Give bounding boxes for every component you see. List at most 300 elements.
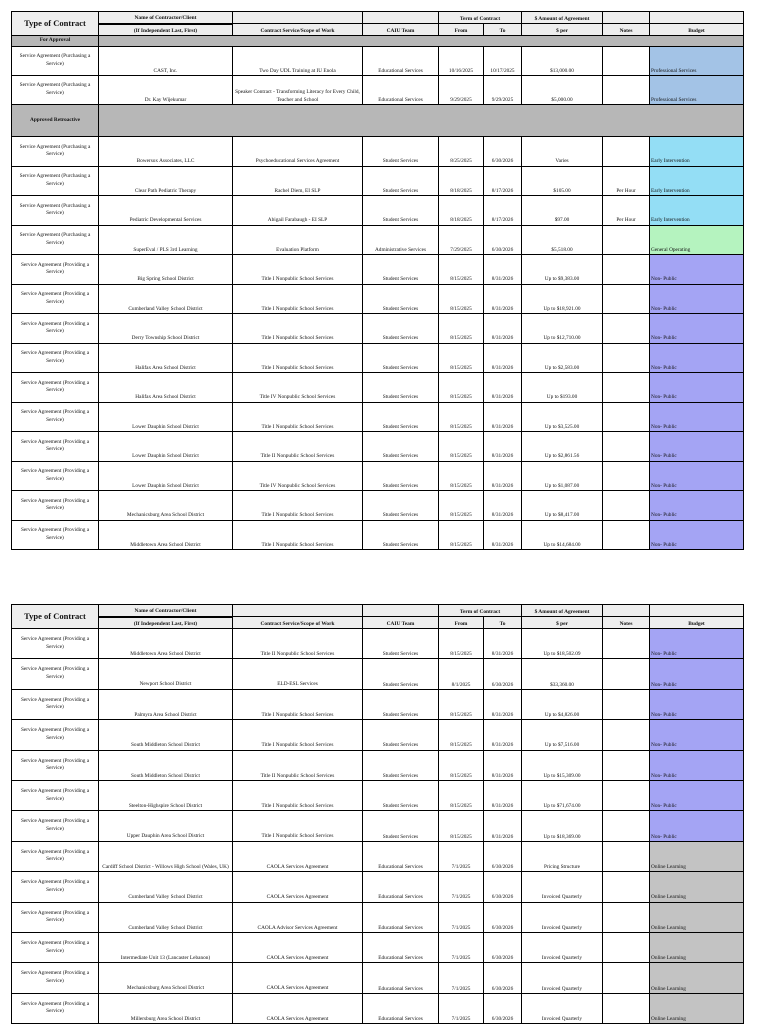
budget: Professional Services	[650, 47, 744, 76]
contract-type: Service Agreement (Providing a Service)	[12, 780, 99, 810]
term-from: 8/15/2025	[439, 491, 484, 521]
notes	[603, 343, 650, 373]
scope-of-work: CAOLA Services Agreement	[233, 963, 363, 993]
notes	[603, 402, 650, 432]
budget: Non- Public	[650, 659, 744, 689]
scope-of-work: Title I Nonpublic School Services	[233, 780, 363, 810]
budget: General Operating	[650, 225, 744, 255]
budget: Non- Public	[650, 750, 744, 780]
caiu-team: Student Services	[363, 284, 439, 314]
amount: Up to $1,087.00	[522, 461, 603, 491]
table-row	[12, 461, 744, 491]
notes	[603, 373, 650, 403]
term-to: 6/30/2026	[484, 932, 522, 962]
contract-type: Service Agreement (Providing a Service)	[12, 284, 99, 314]
term-from: 8/1/2025	[439, 659, 484, 689]
budget: Online Learning	[650, 932, 744, 962]
scope-of-work: CAOLA Advisor Services Agreement	[233, 902, 363, 932]
scope-of-work: Title I Nonpublic School Services	[233, 720, 363, 750]
contractor-name: Lower Dauphin School District	[99, 432, 233, 462]
term-from: 8/15/2025	[439, 343, 484, 373]
budget: Non- Public	[650, 491, 744, 521]
section-for-approval	[12, 36, 744, 47]
term-to: 8/31/2026	[484, 811, 522, 841]
budget: Non- Public	[650, 255, 744, 285]
amount: Invoiced Quarterly	[522, 963, 603, 993]
budget: Non- Public	[650, 689, 744, 719]
table-row	[12, 343, 744, 373]
table-row	[12, 166, 744, 196]
term-to: 8/31/2026	[484, 284, 522, 314]
table-row	[12, 932, 744, 962]
table-row	[12, 841, 744, 871]
col-term-header: Term of Contract	[439, 12, 522, 24]
scope-of-work: Title I Nonpublic School Services	[233, 811, 363, 841]
notes	[603, 932, 650, 962]
budget: Early Intervention	[650, 166, 744, 196]
scope-of-work: Title IV Nonpublic School Services	[233, 373, 363, 403]
caiu-team: Student Services	[363, 314, 439, 344]
amount: Varies	[522, 137, 603, 167]
contractor-name: SuperEval / PLS 3rd Learning	[99, 225, 233, 255]
amount: $33,360.00	[522, 659, 603, 689]
table-row	[12, 780, 744, 810]
term-from: 9/29/2025	[439, 76, 484, 105]
contract-type: Service Agreement (Providing a Service)	[12, 314, 99, 344]
notes	[603, 284, 650, 314]
scope-of-work: CAOLA Services Agreement	[233, 872, 363, 902]
amount: Invoiced Quarterly	[522, 902, 603, 932]
col-amount-header: $ Amount of Agreement	[522, 12, 603, 24]
term-to: 10/17/2025	[484, 47, 522, 76]
notes	[603, 993, 650, 1023]
col-notes-header: Notes	[603, 24, 650, 36]
term-to: 8/31/2026	[484, 314, 522, 344]
caiu-team: Student Services	[363, 629, 439, 659]
col-team-header: CAIU Team	[363, 617, 439, 629]
caiu-team: Student Services	[363, 255, 439, 285]
contractor-name: Palmyra Area School District	[99, 689, 233, 719]
amount: Pricing Structure	[522, 841, 603, 871]
amount: Up to $3,525.00	[522, 402, 603, 432]
term-to: 8/31/2026	[484, 373, 522, 403]
term-to: 8/17/2026	[484, 166, 522, 196]
amount: Up to $9,383.00	[522, 255, 603, 285]
term-from: 7/1/2025	[439, 872, 484, 902]
caiu-team: Student Services	[363, 402, 439, 432]
term-to: 8/31/2026	[484, 689, 522, 719]
caiu-team: Student Services	[363, 689, 439, 719]
term-from: 8/15/2025	[439, 780, 484, 810]
contract-type: Service Agreement (Providing a Service)	[12, 750, 99, 780]
contract-type: Service Agreement (Purchasing a Service)	[12, 196, 99, 226]
contract-type: Service Agreement (Providing a Service)	[12, 872, 99, 902]
budget: Non- Public	[650, 780, 744, 810]
scope-of-work: CAOLA Services Agreement	[233, 993, 363, 1023]
scope-of-work: Title I Nonpublic School Services	[233, 284, 363, 314]
scope-of-work: Title IV Nonpublic School Services	[233, 461, 363, 491]
amount: $5,000.00	[522, 76, 603, 105]
term-from: 7/29/2025	[439, 225, 484, 255]
budget: Non- Public	[650, 373, 744, 403]
header-spacer	[233, 12, 363, 24]
term-to: 6/30/2026	[484, 872, 522, 902]
scope-of-work: Title I Nonpublic School Services	[233, 402, 363, 432]
caiu-team: Educational Services	[363, 841, 439, 871]
notes: Per Hour	[603, 196, 650, 226]
budget: Early Intervention	[650, 137, 744, 167]
header-spacer	[650, 12, 744, 24]
contractor-name: Clear Path Pediatric Therapy	[99, 166, 233, 196]
section-label: For Approval	[12, 36, 99, 47]
contract-type: Service Agreement (Providing a Service)	[12, 343, 99, 373]
contractor-name: CAST, Inc.	[99, 47, 233, 76]
budget: Non- Public	[650, 402, 744, 432]
caiu-team: Student Services	[363, 166, 439, 196]
caiu-team: Student Services	[363, 373, 439, 403]
contract-type: Service Agreement (Purchasing a Service)	[12, 137, 99, 167]
section-fill	[99, 105, 744, 137]
notes	[603, 780, 650, 810]
contracts-table-page-2	[11, 604, 744, 1024]
col-team-header: CAIU Team	[363, 24, 439, 36]
table-row	[12, 137, 744, 167]
budget: Online Learning	[650, 902, 744, 932]
caiu-team: Educational Services	[363, 932, 439, 962]
notes	[603, 841, 650, 871]
scope-of-work: Title I Nonpublic School Services	[233, 689, 363, 719]
term-to: 6/30/2026	[484, 963, 522, 993]
amount: Up to $7,516.00	[522, 720, 603, 750]
contract-type: Service Agreement (Providing a Service)	[12, 993, 99, 1023]
budget: Non- Public	[650, 629, 744, 659]
term-from: 8/18/2025	[439, 166, 484, 196]
term-to: 8/31/2026	[484, 629, 522, 659]
notes	[603, 491, 650, 521]
term-to: 9/29/2025	[484, 76, 522, 105]
contract-type: Service Agreement (Providing a Service)	[12, 689, 99, 719]
term-to: 8/31/2026	[484, 432, 522, 462]
contractor-name: Newport School District	[99, 659, 233, 689]
contractor-name: Dr. Kay Wijekumar	[99, 76, 233, 105]
table-row	[12, 196, 744, 226]
contract-type: Service Agreement (Providing a Service)	[12, 811, 99, 841]
caiu-team: Educational Services	[363, 47, 439, 76]
term-to: 8/31/2026	[484, 491, 522, 521]
table-row	[12, 750, 744, 780]
notes	[603, 872, 650, 902]
budget: Non- Public	[650, 520, 744, 550]
notes	[603, 137, 650, 167]
amount: Up to $2,583.00	[522, 343, 603, 373]
contract-type: Service Agreement (Providing a Service)	[12, 841, 99, 871]
table-row	[12, 902, 744, 932]
budget: Professional Services	[650, 76, 744, 105]
contract-type: Service Agreement (Providing a Service)	[12, 902, 99, 932]
notes	[603, 520, 650, 550]
scope-of-work: ELD-ESL Services	[233, 659, 363, 689]
term-to: 6/30/2026	[484, 659, 522, 689]
col-budget-header: Budget	[650, 617, 744, 629]
scope-of-work: Title I Nonpublic School Services	[233, 491, 363, 521]
col-name-header: Name of Contractor/Client	[99, 12, 233, 24]
contracts-table-page-1	[11, 11, 744, 550]
notes	[603, 629, 650, 659]
amount: Up to $4,826.00	[522, 689, 603, 719]
budget: Online Learning	[650, 993, 744, 1023]
contract-type: Service Agreement (Providing a Service)	[12, 520, 99, 550]
scope-of-work: Two Day UDL Training at IU Enola	[233, 47, 363, 76]
notes	[603, 750, 650, 780]
table-row	[12, 811, 744, 841]
table-row	[12, 284, 744, 314]
contract-type: Service Agreement (Providing a Service)	[12, 720, 99, 750]
term-from: 8/15/2025	[439, 432, 484, 462]
table-row	[12, 314, 744, 344]
scope-of-work: CAOLA Services Agreement	[233, 932, 363, 962]
term-to: 8/17/2026	[484, 196, 522, 226]
contractor-name: Bowersox Associates, LLC	[99, 137, 233, 167]
term-from: 8/25/2025	[439, 137, 484, 167]
amount: Up to $12,710.00	[522, 314, 603, 344]
term-from: 10/16/2025	[439, 47, 484, 76]
contractor-name: Steelton-Highspire School District	[99, 780, 233, 810]
scope-of-work: Title I Nonpublic School Services	[233, 343, 363, 373]
scope-of-work: Speaker Contract - Transforming Literacy for Every Child, Teacher and School	[233, 76, 363, 105]
contractor-name: Pediatric Developmental Services	[99, 196, 233, 226]
section-label: Approved Retroactive	[12, 105, 99, 137]
contractor-name: Millersburg Area School District	[99, 993, 233, 1023]
term-to: 8/31/2026	[484, 255, 522, 285]
term-from: 8/15/2025	[439, 402, 484, 432]
table-row	[12, 872, 744, 902]
caiu-team: Student Services	[363, 461, 439, 491]
contract-type: Service Agreement (Providing a Service)	[12, 659, 99, 689]
section-approved-retroactive	[12, 105, 744, 137]
col-to-header: To	[484, 24, 522, 36]
amount: Up to $15,309.00	[522, 750, 603, 780]
col-name-header: Name of Contractor/Client	[99, 605, 233, 617]
term-to: 8/31/2026	[484, 402, 522, 432]
notes	[603, 432, 650, 462]
contractor-name: Lower Dauphin School District	[99, 402, 233, 432]
contractor-name: Middletown Area School District	[99, 629, 233, 659]
col-to-header: To	[484, 617, 522, 629]
caiu-team: Student Services	[363, 343, 439, 373]
scope-of-work: Abigail Farabaugh - EI SLP	[233, 196, 363, 226]
amount: Up to $18,921.00	[522, 284, 603, 314]
caiu-team: Student Services	[363, 811, 439, 841]
term-from: 8/15/2025	[439, 461, 484, 491]
col-name-sub-header: (If Independent Last, First)	[99, 24, 233, 36]
contractor-name: Cumberland Valley School District	[99, 284, 233, 314]
contract-type: Service Agreement (Providing a Service)	[12, 461, 99, 491]
col-budget-header: Budget	[650, 24, 744, 36]
term-from: 8/15/2025	[439, 255, 484, 285]
contract-type: Service Agreement (Purchasing a Service)	[12, 225, 99, 255]
table-row	[12, 225, 744, 255]
header-spacer	[363, 605, 439, 617]
term-from: 7/1/2025	[439, 932, 484, 962]
contractor-name: Intermediate Unit 13 (Lancaster Lebanon)	[99, 932, 233, 962]
term-from: 7/1/2025	[439, 963, 484, 993]
term-from: 7/1/2025	[439, 902, 484, 932]
table-row	[12, 491, 744, 521]
caiu-team: Student Services	[363, 720, 439, 750]
contractor-name: Mechanicsburg Area School District	[99, 963, 233, 993]
notes	[603, 76, 650, 105]
contractor-name: Big Spring School District	[99, 255, 233, 285]
table-row	[12, 402, 744, 432]
amount: $5,518.00	[522, 225, 603, 255]
col-name-sub-header: (If Independent Last, First)	[99, 617, 233, 629]
term-from: 8/15/2025	[439, 629, 484, 659]
amount: $105.00	[522, 166, 603, 196]
contractor-name: Upper Dauphin Area School District	[99, 811, 233, 841]
contractor-name: Middletown Area School District	[99, 520, 233, 550]
contract-type: Service Agreement (Purchasing a Service)	[12, 47, 99, 76]
amount: Up to $2,861.56	[522, 432, 603, 462]
contract-type: Service Agreement (Providing a Service)	[12, 402, 99, 432]
col-from-header: From	[439, 617, 484, 629]
col-term-header: Term of Contract	[439, 605, 522, 617]
term-from: 8/15/2025	[439, 373, 484, 403]
caiu-team: Administrative Services	[363, 225, 439, 255]
contract-type: Service Agreement (Providing a Service)	[12, 932, 99, 962]
term-from: 8/15/2025	[439, 720, 484, 750]
term-to: 8/31/2026	[484, 720, 522, 750]
contract-type: Service Agreement (Providing a Service)	[12, 373, 99, 403]
col-amount-sub-header: $ per	[522, 617, 603, 629]
notes	[603, 47, 650, 76]
term-from: 8/15/2025	[439, 811, 484, 841]
term-to: 8/31/2026	[484, 461, 522, 491]
contractor-name: Mechanicsburg Area School District	[99, 491, 233, 521]
table-row	[12, 76, 744, 105]
col-scope-header: Contract Service/Scope of Work	[233, 24, 363, 36]
budget: Early Intervention	[650, 196, 744, 226]
section-fill	[99, 36, 744, 47]
scope-of-work: Title II Nonpublic School Services	[233, 629, 363, 659]
contract-type: Service Agreement (Providing a Service)	[12, 491, 99, 521]
budget: Non- Public	[650, 461, 744, 491]
table-row	[12, 373, 744, 403]
col-notes-header: Notes	[603, 617, 650, 629]
term-from: 7/1/2025	[439, 993, 484, 1023]
table-row	[12, 520, 744, 550]
notes	[603, 902, 650, 932]
amount: Up to $14,684.00	[522, 520, 603, 550]
table-row	[12, 963, 744, 993]
caiu-team: Student Services	[363, 750, 439, 780]
contractor-name: Halifax Area School District	[99, 373, 233, 403]
budget: Online Learning	[650, 872, 744, 902]
table-row	[12, 629, 744, 659]
header-spacer	[603, 605, 650, 617]
term-from: 8/15/2025	[439, 689, 484, 719]
scope-of-work: Title I Nonpublic School Services	[233, 520, 363, 550]
caiu-team: Student Services	[363, 520, 439, 550]
amount: Up to $71,674.00	[522, 780, 603, 810]
col-scope-header: Contract Service/Scope of Work	[233, 617, 363, 629]
header-spacer	[363, 12, 439, 24]
caiu-team: Educational Services	[363, 963, 439, 993]
table-row	[12, 720, 744, 750]
contractor-name: Halifax Area School District	[99, 343, 233, 373]
caiu-team: Educational Services	[363, 76, 439, 105]
caiu-team: Educational Services	[363, 993, 439, 1023]
caiu-team: Student Services	[363, 432, 439, 462]
amount: $97.00	[522, 196, 603, 226]
table-row	[12, 993, 744, 1023]
term-to: 8/31/2026	[484, 780, 522, 810]
scope-of-work: Psychoeducational Services Agreement	[233, 137, 363, 167]
contractor-name: Cumberland Valley School District	[99, 872, 233, 902]
term-to: 6/30/2026	[484, 225, 522, 255]
header-spacer	[603, 12, 650, 24]
amount: $13,000.00	[522, 47, 603, 76]
col-type-header: Type of Contract	[12, 605, 99, 629]
notes	[603, 689, 650, 719]
contract-type: Service Agreement (Providing a Service)	[12, 629, 99, 659]
notes	[603, 255, 650, 285]
term-from: 8/15/2025	[439, 520, 484, 550]
budget: Non- Public	[650, 314, 744, 344]
header-spacer	[233, 605, 363, 617]
notes	[603, 963, 650, 993]
col-amount-sub-header: $ per	[522, 24, 603, 36]
table-row	[12, 689, 744, 719]
amount: Up to $18,369.00	[522, 811, 603, 841]
caiu-team: Educational Services	[363, 872, 439, 902]
budget: Non- Public	[650, 432, 744, 462]
notes: Per Hour	[603, 166, 650, 196]
term-to: 8/31/2026	[484, 750, 522, 780]
table-row	[12, 432, 744, 462]
contractor-name: Lower Dauphin School District	[99, 461, 233, 491]
notes	[603, 225, 650, 255]
contract-type: Service Agreement (Providing a Service)	[12, 255, 99, 285]
budget: Online Learning	[650, 841, 744, 871]
notes	[603, 461, 650, 491]
table-row	[12, 47, 744, 76]
caiu-team: Student Services	[363, 780, 439, 810]
contractor-name: South Middleton School District	[99, 720, 233, 750]
contract-type: Service Agreement (Providing a Service)	[12, 963, 99, 993]
scope-of-work: Title I Nonpublic School Services	[233, 314, 363, 344]
table-row	[12, 659, 744, 689]
caiu-team: Student Services	[363, 137, 439, 167]
contractor-name: Cardiff School District - Willows High School (Wales, UK)	[99, 841, 233, 871]
term-to: 8/31/2026	[484, 520, 522, 550]
amount: Invoiced Quarterly	[522, 932, 603, 962]
scope-of-work: Rachel Diem, EI SLP	[233, 166, 363, 196]
caiu-team: Student Services	[363, 196, 439, 226]
term-from: 8/18/2025	[439, 196, 484, 226]
term-to: 6/30/2026	[484, 902, 522, 932]
budget: Non- Public	[650, 343, 744, 373]
term-to: 6/30/2026	[484, 841, 522, 871]
term-from: 8/15/2025	[439, 314, 484, 344]
budget: Non- Public	[650, 811, 744, 841]
scope-of-work: Evaluation Platform	[233, 225, 363, 255]
term-to: 6/30/2026	[484, 993, 522, 1023]
contractor-name: Cumberland Valley School District	[99, 902, 233, 932]
caiu-team: Student Services	[363, 659, 439, 689]
term-to: 8/31/2026	[484, 343, 522, 373]
term-from: 7/1/2025	[439, 841, 484, 871]
amount: Up to $18,502.09	[522, 629, 603, 659]
